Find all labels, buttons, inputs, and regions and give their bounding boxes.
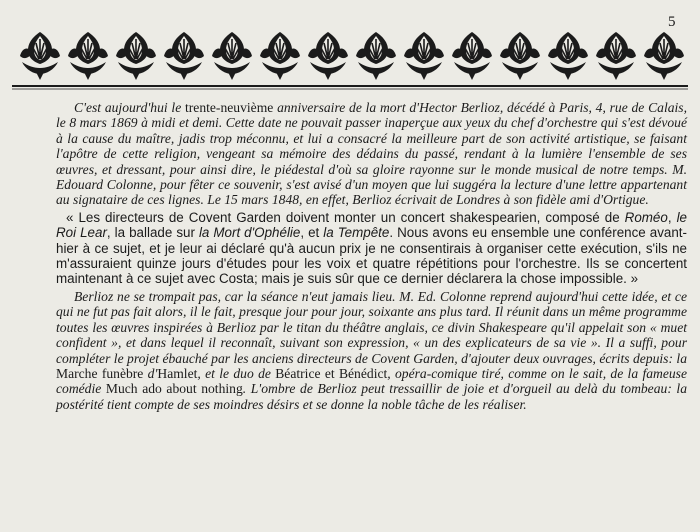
fleuron-icon: [68, 32, 108, 80]
fleuron-icon: [308, 32, 348, 80]
article-body: [56, 100, 687, 414]
page-number: 5: [668, 14, 676, 30]
paragraph-conclusion: [56, 289, 687, 412]
fleuron-icon: [356, 32, 396, 80]
text-run: , et: [300, 225, 324, 241]
text-run: . Nous avons eu ensemble une conférence avant-hier à ce sujet, et je leur ai déclaré qu'à aucun prix je ne consentirais à organiser cette exécution, s'ils ne m'assuraient quinze jours d'études pour les voix et quatre répétitions pour l'orchestre. Ils se concertent maintenant à ce sujet avec Costa; mais je suis sûr que ce dernier déclarera la chose impossible. »: [56, 225, 687, 287]
fleuron-icon: [164, 32, 204, 80]
fleuron-icon: [452, 32, 492, 80]
fleuron-icon: [500, 32, 540, 80]
text-run: , la ballade sur: [106, 225, 199, 241]
fleuron-icon: [644, 32, 684, 80]
paragraph-intro: [56, 100, 687, 208]
fleuron-icon: [20, 32, 60, 80]
text-run: « Les directeurs de Covent Garden doivent monter un concert shakespearien, composé de: [66, 209, 625, 225]
fleuron-icon: [212, 32, 252, 80]
fleuron-icon: [116, 32, 156, 80]
text-run: , et le duo de: [197, 365, 276, 381]
title-romeo: Roméo: [624, 209, 668, 225]
text-run: anniversaire de la mort d'Hector Berlioz, décédé à Paris, 4, rue de Calais, le 8 mars 1869 à midi et demi. Cette date ne pouvait passer inaperçue aux yeux du chef d'orchestre qui s'est dévoué à la cause du maître, jadis trop méconnu, et lui a consacré la meilleure part de son activité artistique, se faisant l'apôtre de cette religion, vengeant sa mémoire des dédains du passé, rendant à la lumière l'ensemble de ses œuvres, et dressant, pour ainsi dire, le piédestal d'où sa gloire rayonne sur le monde musical de notre temps. M. Edouard Colonne, pour fêter ce souvenir, s'est avisé d'un moyen que lui suggéra la lecture d'une lettre appartenant au signataire de ces lignes. Le 15 mars 1848, en effet, Berlioz écrivait de Londres à son fidèle ami d'Ortigue.: [56, 100, 687, 208]
title-much-ado: Much ado about nothing: [105, 381, 243, 397]
text-run: d': [143, 365, 158, 381]
fleuron-border: [8, 28, 692, 90]
text-run: trente-neuvième: [184, 100, 274, 115]
title-roi-lear: le Roi Lear: [56, 209, 687, 241]
text-run: Berlioz ne se trompait pas, car la séance n'eut jamais lieu. M. Ed. Colonne reprend aujourd'hui cette idée, et ce qui ne fut pas fait alors, il le fait, presque jour pour jour, soixante ans plus tard. Il réunit dans un même programme toutes les œuvres inspirées à Berlioz par le titan du théâtre anglais, ce divin Shakespeare qu'il appelait son « muet confident », et dans lequel il reconnaît, suivant son expression, « un des explicateurs de sa vie ». Il a suffi, pour compléter le projet ébauché par les anciens directeurs de Covent Garden, d'ajouter deux ouvrages, écrits depuis: la: [56, 288, 687, 366]
text-run: , opéra-comique tiré, comme on le sait, de la fameuse comédie: [56, 365, 687, 397]
fleuron-icon: [404, 32, 444, 80]
title-hamlet: Hamlet: [157, 365, 198, 381]
text-run: ,: [667, 209, 677, 225]
fleuron-icon: [260, 32, 300, 80]
paragraph-quote: [56, 210, 687, 287]
title-marche-funebre: Marche funèbre: [56, 365, 144, 381]
fleuron-icon: [596, 32, 636, 80]
text-run: . L'ombre de Berlioz peut tressaillir de joie et d'orgueil au delà du tombeau: la postérité tient compte de ses moindres désirs et se donne la noble tâche de les réaliser.: [56, 381, 688, 412]
title-beatrice: Béatrice et Bénédict: [275, 365, 388, 381]
fleuron-icon: [548, 32, 588, 80]
title-mort-ophelie: la Mort d'Ophélie: [198, 225, 301, 241]
text-run: C'est aujourd'hui le: [74, 100, 185, 115]
title-tempete: la Tempête: [323, 225, 390, 241]
